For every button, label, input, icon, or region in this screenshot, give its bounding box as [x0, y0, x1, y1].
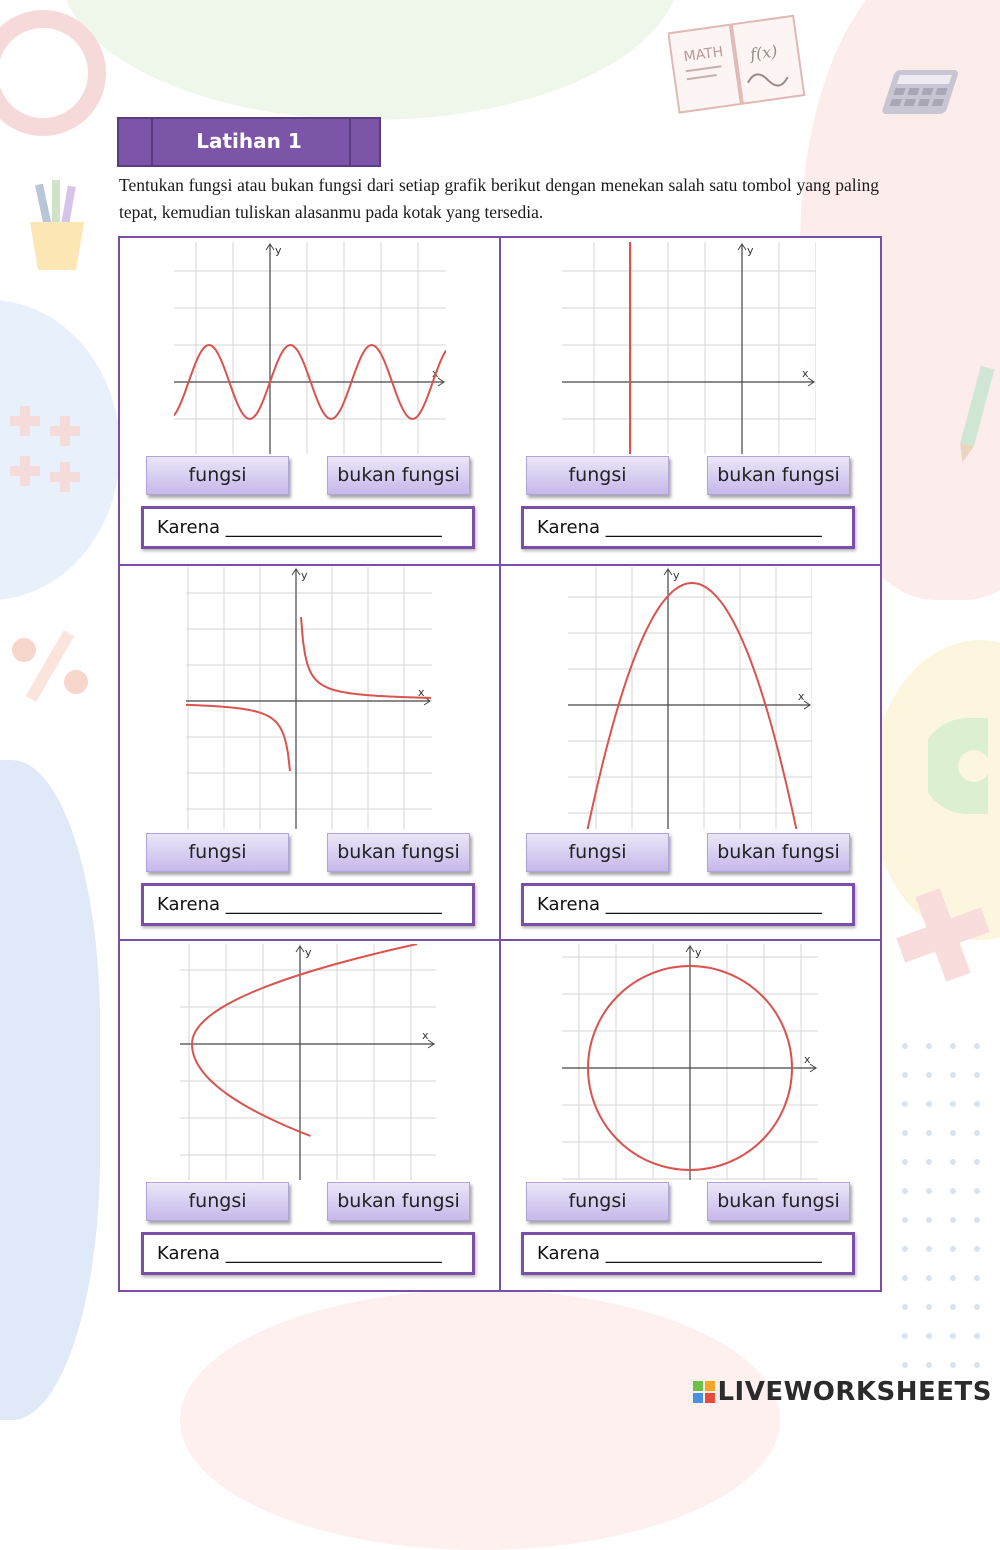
reason-input[interactable]: Karena ________________________: [141, 883, 475, 926]
plus-signs-icon: [6, 396, 106, 506]
y-axis-label: y: [301, 569, 308, 582]
exercise-title: Latihan 1: [196, 129, 302, 153]
reason-input[interactable]: Karena ________________________: [141, 506, 475, 549]
calculator-icon: [872, 62, 972, 132]
y-axis-label: y: [747, 244, 754, 257]
bukan-fungsi-button[interactable]: bukan fungsi: [327, 456, 470, 495]
reason-input[interactable]: Karena ________________________: [521, 883, 855, 926]
x-axis-label: x: [798, 690, 805, 703]
x-axis-label: x: [804, 1053, 811, 1066]
brand-name: LIVEWORKSHEETS: [717, 1377, 992, 1407]
fungsi-button[interactable]: fungsi: [526, 833, 669, 872]
liveworksheets-logo-icon: [693, 1381, 715, 1403]
x-axis-label: x: [422, 1029, 429, 1042]
y-axis-label: y: [673, 569, 680, 582]
bukan-fungsi-button[interactable]: bukan fungsi: [327, 1182, 470, 1221]
bukan-fungsi-button[interactable]: bukan fungsi: [707, 833, 850, 872]
grid-dividers: [120, 238, 880, 1290]
fungsi-button[interactable]: fungsi: [146, 833, 289, 872]
y-axis-label: y: [275, 244, 282, 257]
fungsi-button[interactable]: fungsi: [146, 1182, 289, 1221]
exercise-title-banner: [117, 117, 381, 167]
fungsi-button[interactable]: fungsi: [146, 456, 289, 495]
math-book-icon: [668, 14, 808, 124]
protractor-icon: [928, 712, 1000, 822]
exercise-grid: [118, 236, 882, 1292]
y-axis-label: y: [695, 946, 702, 959]
y-axis-label: y: [305, 946, 312, 959]
pencil-cup-icon: [22, 178, 92, 278]
instruction-text: Tentukan fungsi atau bukan fungsi dari setiap grafik berikut dengan menekan salah satu tombol yang paling tepat, kemudian tuliskan alasanmu pada kotak yang tersedia.: [119, 175, 879, 222]
liveworksheets-logo: [693, 1377, 992, 1407]
svg-text:f(x): f(x): [748, 41, 779, 65]
dot-pattern: [895, 1036, 1000, 1386]
svg-text:MATH: MATH: [682, 43, 725, 66]
bukan-fungsi-button[interactable]: bukan fungsi: [707, 456, 850, 495]
bg-pink-bottom: [180, 1290, 780, 1550]
plus-shape-icon: [888, 880, 998, 990]
bukan-fungsi-button[interactable]: bukan fungsi: [707, 1182, 850, 1221]
x-axis-label: x: [418, 686, 425, 699]
reason-input[interactable]: Karena ________________________: [521, 1232, 855, 1275]
fungsi-button[interactable]: fungsi: [526, 456, 669, 495]
bukan-fungsi-button[interactable]: bukan fungsi: [327, 833, 470, 872]
percent-icon: [4, 620, 100, 710]
x-axis-label: x: [432, 367, 439, 380]
fungsi-button[interactable]: fungsi: [526, 1182, 669, 1221]
bg-green-blob: [60, 0, 680, 120]
reason-input[interactable]: Karena ________________________: [141, 1232, 475, 1275]
reason-input[interactable]: Karena ________________________: [521, 506, 855, 549]
bg-blue-wave: [0, 760, 100, 1420]
x-axis-label: x: [802, 367, 809, 380]
pencil-icon: [950, 360, 1000, 470]
